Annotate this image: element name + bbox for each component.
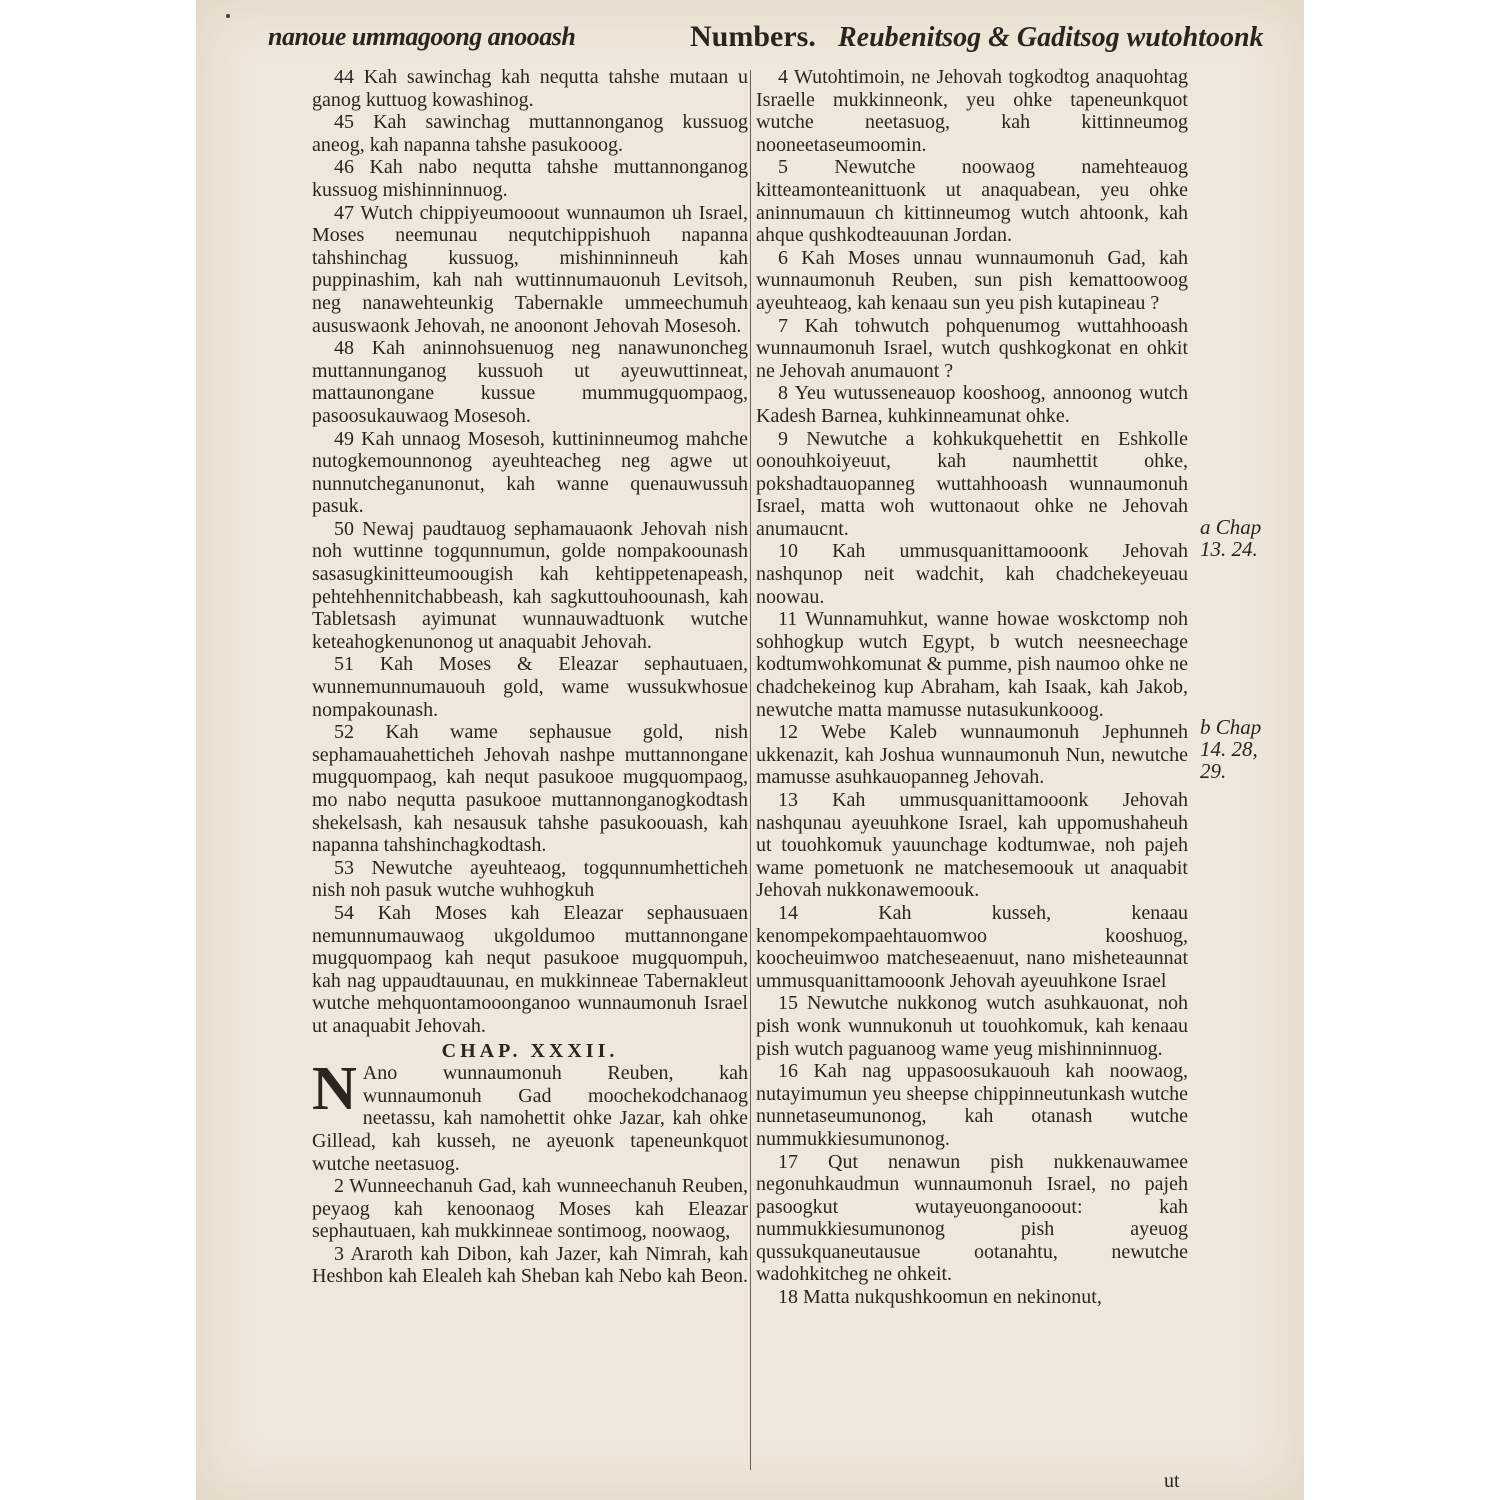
verse: 15 Newutche nukkonog wutch asuhkauonat, noh pish wonk wunnukonuh ut touohkomuk, kah kenaau pish wutch paguanoog wame yeug mishinninnuog. (756, 992, 1188, 1060)
chapter-heading: CHAP. XXXII. (441, 1039, 619, 1062)
verse: 44 Kah sawinchag kah nequtta tahshe mutaan u ganog kuttuog kowashinog. (312, 66, 748, 111)
right-column (756, 66, 1188, 1309)
verse: 6 Kah Moses unnau wunnaumonuh Gad, kah wunnaumonuh Reuben, sun pish kemattoowoog ayeuhteaog, kah kenaau sun yeu pish kutapineau ? (756, 246, 1188, 314)
verse: 45 Kah sawinchag muttannonganog kussuog aneog, kah napanna tahshe pasukooog. (312, 111, 748, 156)
verse: 48 Kah aninnohsuenuog neg nanawunoncheg muttannunganog kussuoh ut ayeuwuttinneat, mattaunongane kussue mummugquompaog, pasoosukauwaog Mosesoh. (312, 337, 748, 427)
margin-note-b: b Chap 14. 28, 29. (1200, 715, 1262, 783)
verse: 52 Kah wame sephausue gold, nish sephamauahetticheh Jehovah nashpe muttannongane mugquompaog, kah nequt pasukooe mugquompaog, mo nabo nequtta pasukooe muttannonganogkodtash shekelsash, kah nesausuk tahshe pasukoouash, kah napanna tahshinchagkodtash. (312, 721, 748, 857)
catchword: ut (1164, 1470, 1180, 1492)
verse: 49 Kah unnaog Mosesoh, kuttininneumog mahche nutogkemounnonog ayeuhteacheg neg agwe ut nunnutcheganunonut, kah wanne quenauwussuh pasuk. (312, 427, 748, 518)
verse: 2 Wunneechanuh Gad, kah wunneechanuh Reuben, peyaog kah kenoonaog Moses kah Eleazar sephautuaen, kah mukkinneae sontimoog, noowaog, (312, 1175, 748, 1243)
verse-text: Ano wunnaumonuh Reuben, kah wunnaumonuh Gad moochekodchanaog neetassu, kah namohettit ohke Jazar, kah ohke Gillead, kah kusseh, ne ayeuonk tapeneunkquot wutche neetasuog. (312, 1062, 748, 1175)
verse: 10 Kah ummusquanittamooonk Jehovah nashqunop neit wadchit, kah chadchekeyeuau noowau. (756, 540, 1188, 608)
verse: 13 Kah ummusquanittamooonk Jehovah nashqunau ayeuuhkone Israel, kah uppomushaheuh ut touohkomuk yauunchage kodtumwae, noh pajeh wame pometuonk ne matchesemoouk ut anaquabit Jehovah nukkonawemoouk. (756, 789, 1188, 902)
verse: 17 Qut nenawun pish nukkenauwamee negonuhkaudmun wunnaumonuh Israel, no pajeh pasoogkut wutayeuonganooout: kah nummukkiesumunonog pish ayeuog qussukquaneutausue ootanahtu, newutche wadohkitcheg ne ohkeit. (756, 1150, 1188, 1286)
verse: 46 Kah nabo nequtta tahshe muttannonganog kussuog mishinninnuog. (312, 156, 748, 201)
verse: 18 Matta nukqushkoomun en nekinonut, (778, 1286, 1102, 1309)
verse: 7 Kah tohwutch pohquenumog wuttahhooash wunnaumonuh Israel, wutch qushkogkonat en ohkit ne Jehovah anumauont ? (756, 314, 1188, 382)
verse: 53 Newutche ayeuhteaog, togqunnumhetticheh nish noh pasuk wutche wuhhogkuh (312, 856, 748, 902)
verse: 4 Wutohtimoin, ne Jehovah togkodtog anaquohtag Israelle mukkinneonk, yeu ohke tapeneunkquot wutche neetasuog, kah kittinneumog nooneetaseumoomin. (756, 66, 1188, 156)
scanned-page (196, 0, 1304, 1500)
left-column (312, 66, 748, 1288)
drop-cap: N (312, 1055, 357, 1124)
verse: 14 Kah kusseh, kenaau kenompekompaehtauomwoo kooshuog, koocheuimwoo matcheseaenuut, nano misheteaunnat ummusquanittamooonk Jehovah ayeuuhkone Israel (756, 901, 1188, 992)
verse: 11 Wunnamuhkut, wanne howae woskctomp noh sohhogkup wutch Egypt, b wutch neesneechage kodtumwohkomunat & pumme, pish naumoo ohke ne chadchekeinog kup Abraham, kah Isaak, kah Jakob, newutche matta mamusse nutasukunkooog. (756, 608, 1188, 721)
verse: 51 Kah Moses & Eleazar sephautuaen, wunnemunnumauouh gold, wame wussukwhosue nompakounash. (312, 653, 748, 721)
ink-speck (226, 14, 230, 18)
verse: 9 Newutche a kohkukquehettit en Eshkolle oonouhkoiyeuut, kah naumhettit ohke, pokshadtauopanneg wuttahhooash wunnaumonuh Israel, matta woh wuttonaout ohke ne Jehovah anumaucnt. (756, 427, 1188, 540)
verse: 47 Wutch chippiyeumooout wunnaumon uh Israel, Moses neemunau nequtchippishuoh napanna tahshinchag kussuog, mishinninneuh kah puppinashim, kah nah wuttinnumauonuh Levitsoh, neg nanawehteunkig Tabernakle ummeechumuh aususwaonk Jehovah, ne anoonont Jehovah Mosesoh. (312, 201, 748, 337)
chapter-first-verse (312, 1055, 748, 1175)
verse: 54 Kah Moses kah Eleazar sephausuaen nemunnumauwaog ukgoldumoo muttannongane mugquompaog kah nequt pasukooe mugquompuh, kah nag uppaudtauunau, en mukkinneae Tabernakleut wutche mehquontamooonganoo wunnaumonuh Israel ut anaquabit Jehovah. (312, 901, 748, 1037)
verse: 16 Kah nag uppasoosukauouh kah noowaog, nutayimumun yeu sheepse chippinneutunkash wutche nunnetaseumunonog, kah otanash wutche nummukkiesumunonog. (756, 1060, 1188, 1150)
verse: 8 Yeu wutusseneauop kooshoog, annoonog wutch Kadesh Barnea, kuhkinneamunat ohke. (756, 382, 1188, 427)
verse: 3 Araroth kah Dibon, kah Jazer, kah Nimrah, kah Heshbon kah Elealeh kah Sheban kah Nebo kah Beon. (312, 1242, 748, 1288)
verse: 5 Newutche noowaog namehteauog kitteamonteanittuonk ut anaquabean, yeu ohke aninnumauun ch kittinneumog wutch ahtoonk, kah ahque qushkodteauunan Jordan. (756, 156, 1188, 247)
verse: 12 Webe Kaleb wunnaumonuh Jephunneh ukkenazit, kah Joshua wunnaumonuh Nun, newutche mamusse asuhkauopanneg Jehovah. (756, 721, 1188, 789)
running-head-right: Reubenitsog & Gaditsog wutohtoonk (838, 22, 1264, 53)
running-head-book: Numbers. (690, 20, 816, 53)
column-divider (750, 70, 751, 1470)
running-head-left: nanoue ummagoong anooash (268, 22, 576, 51)
margin-note-a: a Chap 13. 24. (1200, 515, 1262, 561)
verse: 50 Newaj paudtauog sephamauaonk Jehovah nish noh wuttinne togqunnumun, golde nompakoounash sasasugkinitteumoougish kah kehtippetenapeash, pehtehhennitchabbeash, kah sagkuttouhoounash, kah Tabletsash ayimunat wunnauwadtuonk wutche keteahogkenunonog ut anaquabit Jehovah. (312, 517, 748, 653)
